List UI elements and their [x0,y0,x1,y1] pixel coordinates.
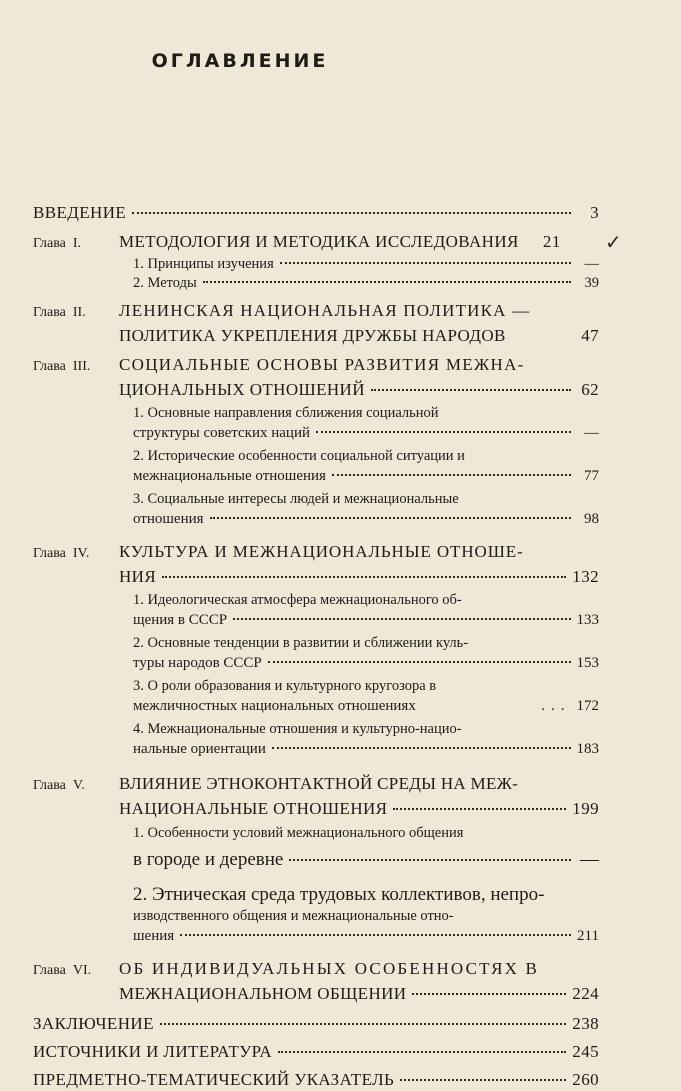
page-number: 62 [581,380,599,399]
dot-leader [160,1023,566,1025]
page-number: — [584,425,599,441]
toc-section[interactable] [33,591,599,631]
toc-entry-index[interactable] [33,1068,599,1091]
chapter-title-line: МЕЖНАЦИОНАЛЬНОМ ОБЩЕНИИ [119,984,407,1003]
toc-entry-chapter-5[interactable] [33,772,599,820]
toc-section[interactable] [33,404,599,444]
chapter-title-line: ПОЛИТИКА УКРЕПЛЕНИЯ ДРУЖБЫ НАРОДОВ [119,326,506,345]
toc-section[interactable] [33,274,599,293]
page-number: — [580,849,599,870]
chapter-title-line: СОЦИАЛЬНЫЕ ОСНОВЫ РАЗВИТИЯ МЕЖНА- [119,355,525,374]
chapter-number: Глава II. [33,305,86,320]
dot-leader [412,993,566,995]
page-title: ОГЛАВЛЕНИЕ [151,50,329,72]
page-number: 260 [572,1070,599,1089]
dot-leader [280,262,571,264]
section-title-line: 2. Исторические особенности социальной ситуации и [133,448,465,464]
section-title-line: 2. Этническая среда трудовых коллективов, непро- [133,884,545,905]
page-number: 245 [572,1042,599,1061]
dot-leader [332,474,571,476]
page-number: 199 [572,799,599,818]
dot-leader [233,618,570,620]
section-title-line: в городе и деревне [133,849,284,870]
page-number: 98 [584,511,599,527]
chapter-title-line: КУЛЬТУРА И МЕЖНАЦИОНАЛЬНЫЕ ОТНОШЕ- [119,542,524,561]
page-number: 211 [577,928,599,944]
toc-entry-label: ЗАКЛЮЧЕНИЕ [33,1014,154,1033]
dot-leader [203,281,571,283]
page-number: 47 [581,326,599,345]
chapter-title-line: НИЯ [119,567,157,586]
toc-entry-conclusion[interactable] [33,1012,599,1035]
toc-section[interactable] [33,824,599,873]
section-title-line: шения [133,928,175,944]
dot-leader [132,212,571,214]
page-number: 77 [584,468,599,484]
section-title-line: 1. Особенности условий межнационального общения [133,825,464,841]
section-title-line: 2. Основные тенденции в развитии и сближении куль- [133,635,469,651]
dot-leader: ... [541,698,571,714]
dot-leader [400,1079,566,1081]
dot-leader [162,576,566,578]
toc-entry-chapter-3[interactable] [33,353,599,401]
toc-entry-label: ВВЕДЕНИЕ [33,203,127,222]
page-number: 3 [590,203,599,222]
page-number: 172 [576,698,599,714]
section-title: 2. Методы [133,275,197,291]
chapter-title-line: ЛЕНИНСКАЯ НАЦИОНАЛЬНАЯ ПОЛИТИКА — [119,301,531,320]
toc-section[interactable] [33,447,599,487]
dot-leader [371,389,571,391]
section-title-line: изводственного общения и межнациональные отно- [133,908,454,924]
chapter-number: Глава VI. [33,963,92,978]
page-number: — [584,256,599,272]
dot-leader [272,747,571,749]
chapter-title-line: ЦИОНАЛЬНЫХ ОТНОШЕНИЙ [119,380,365,399]
table-of-contents [33,201,599,1091]
toc-section[interactable] [33,677,599,717]
chapter-number: Глава V. [33,778,85,793]
chapter-title-line: ВЛИЯНИЕ ЭТНОКОНТАКТНОЙ СРЕДЫ НА МЕЖ- [119,774,519,793]
dot-leader [210,517,571,519]
section-title-line: межнациональные отношения [133,468,326,484]
toc-entry-chapter-1[interactable] [33,230,599,255]
toc-entry-intro[interactable] [33,201,599,224]
section-title-line: 4. Межнациональные отношения и культурно-нацио- [133,721,462,737]
dot-leader [289,859,571,861]
chapter-title-line: ОБ ИНДИВИДУАЛЬНЫХ ОСОБЕННОСТЯХ В [119,959,540,978]
toc-entry-label: ПРЕДМЕТНО-ТЕМАТИЧЕСКИЙ УКАЗАТЕЛЬ [33,1070,395,1089]
section-title-line: 3. Социальные интересы людей и межнациональные [133,491,459,507]
chapter-number: Глава III. [33,359,91,374]
check-mark: ✓ [605,232,622,254]
page-number: 21 [542,232,561,251]
chapter-number: Глава I. [33,236,82,251]
dot-leader [393,808,566,810]
toc-section[interactable] [33,883,599,947]
toc-section[interactable] [33,720,599,760]
dot-leader [268,661,571,663]
chapter-title-line: НАЦИОНАЛЬНЫЕ ОТНОШЕНИЯ [119,799,388,818]
section-title-line: 1. Идеологическая атмосфера межнационального об- [133,592,462,608]
section-title: 1. Принципы изучения [133,256,274,272]
section-title-line: 1. Основные направления сближения социальной [133,405,439,421]
section-title-line: туры народов СССР [133,655,262,671]
page-number: 238 [572,1014,599,1033]
section-title-line: межличностных национальных отношениях [133,698,416,714]
toc-entry-label: ИСТОЧНИКИ И ЛИТЕРАТУРА [33,1042,273,1061]
page-number: 153 [576,655,599,671]
section-title-line: структуры советских наций [133,425,311,441]
toc-section[interactable] [33,490,599,530]
page-number: 133 [576,612,599,628]
page-number: 224 [572,984,599,1003]
page-number: 132 [572,567,599,586]
dot-leader [180,934,571,936]
chapter-title: МЕТОДОЛОГИЯ И МЕТОДИКА ИССЛЕДОВАНИЯ [119,232,519,251]
dot-leader [316,431,571,433]
section-title-line: щения в СССР [133,612,228,628]
toc-section[interactable] [33,634,599,674]
toc-entry-chapter-2[interactable] [33,299,599,347]
section-title-line: отношения [133,511,204,527]
section-title-line: нальные ориентации [133,741,266,757]
page-number: 39 [584,275,599,291]
toc-entry-chapter-4[interactable] [33,540,599,588]
toc-entry-chapter-6[interactable] [33,957,599,1005]
section-title-line: 3. О роли образования и культурного кругозора в [133,678,437,694]
toc-section[interactable] [33,255,599,274]
chapter-number: Глава IV. [33,546,90,561]
dot-leader [278,1051,566,1053]
page-number: 183 [576,741,599,757]
toc-entry-sources[interactable] [33,1040,599,1063]
